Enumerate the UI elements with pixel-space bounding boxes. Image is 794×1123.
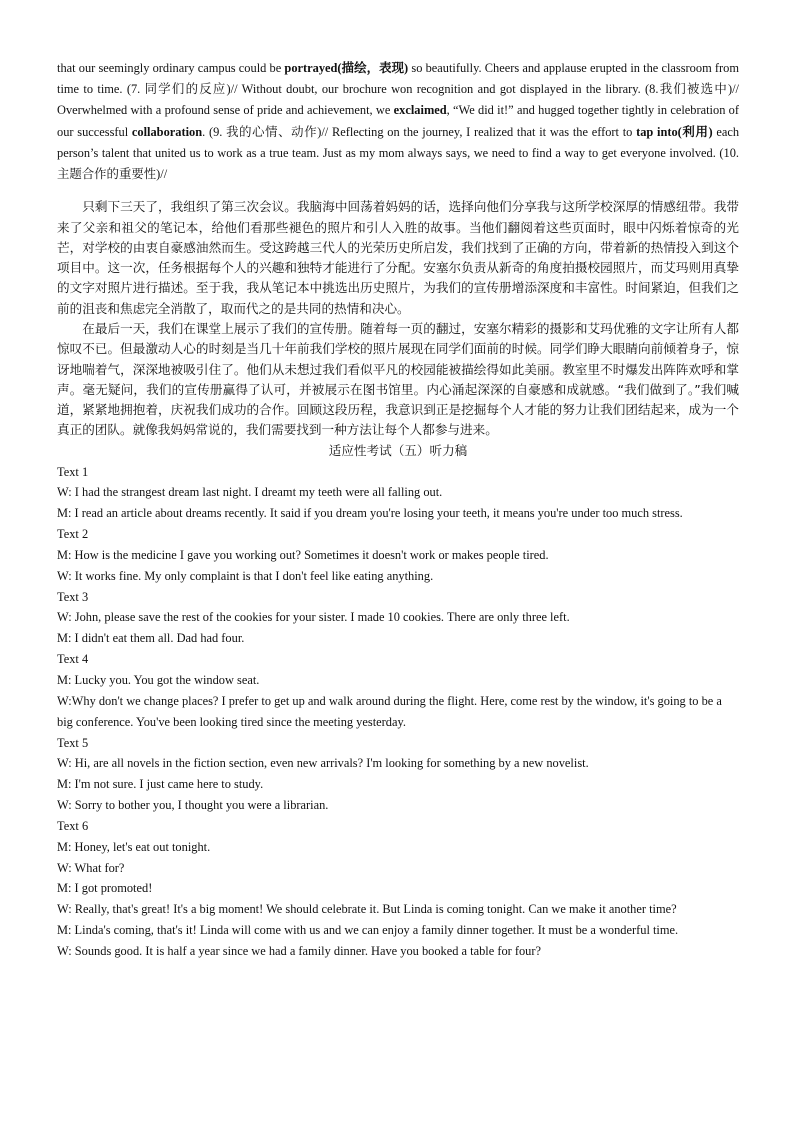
dialogue-line: W: Hi, are all novels in the fiction section, even new arrivals? I'm looking for something by a new novelist. — [57, 756, 589, 771]
passage-text: each person’s talent that united us to work as a true team. Just as my mom always says, we need to find a way to get everyone involved. (10. 主题合作的重要性)// — [57, 124, 740, 182]
passage-text: , “We did it!” and hugged together tightly in celebration of our successful — [57, 103, 739, 139]
dialogue-line: W: I had the strangest dream last night. I dreamt my teeth were all falling out. — [57, 485, 443, 500]
document-page — [57, 58, 739, 962]
listening-transcript — [57, 462, 739, 962]
passage-text: . (9. 我的心情、动作)// Reflecting on the journey, I realized that it was the effort to — [202, 124, 637, 139]
bold-term: portrayed(描绘，表现) — [284, 61, 409, 75]
dialogue-line: M: I read an article about dreams recently. It said if you dream you're losing your teeth, it means you're under too much stress. — [57, 506, 683, 521]
text-heading: Text 1 — [57, 464, 89, 479]
transcript-title: 适应性考试（五）听力稿 — [328, 442, 468, 458]
dialogue-line: M: How is the medicine I gave you working out? Sometimes it doesn't work or makes people tired. — [57, 547, 549, 562]
dialogue-line: W: Sounds good. It is half a year since we had a family dinner. Have you booked a table for four? — [57, 943, 542, 958]
dialogue-line: W: John, please save the rest of the cookies for your sister. I made 10 cookies. There are only three left. — [57, 610, 570, 625]
text-heading: Text 2 — [57, 527, 89, 542]
dialogue-line: M: I'm not sure. I just came here to study. — [57, 777, 264, 792]
text-heading: Text 3 — [57, 589, 89, 604]
dialogue-line: M: I didn't eat them all. Dad had four. — [57, 631, 245, 646]
bold-term: tap into(利用) — [636, 124, 713, 139]
dialogue-line: W: Sorry to bother you, I thought you were a librarian. — [57, 798, 329, 813]
english-passage — [57, 58, 739, 185]
dialogue-line: M: I got promoted! — [57, 881, 153, 896]
dialogue-line: W: Really, that's great! It's a big moment! We should celebrate it. But Linda is coming tonight. Can we make it another time? — [57, 902, 677, 917]
passage-text: so beautifully. Cheers and applause erupted in the classroom from time to time. (7. 同学们的反应)// Without doubt, our brochure won recognition and got displayed in the library. (8.我们被选中)// Overwhelmed with a profound sense of pride and achievement, we — [57, 61, 739, 118]
dialogue-line: M: Lucky you. You got the window seat. — [57, 673, 260, 688]
bold-term: exclaimed — [393, 103, 447, 118]
chinese-paragraph-1: 只剩下三天了，我组织了第三次会议。我脑海中回荡着妈妈的话，选择向他们分享我与这所学校深厚的情感纽带。我带来了父亲和祖父的笔记本，给他们看那些褪色的照片和引人入胜的故事。当他们翻阅着这些页面时，眼中闪烁着惊奇的光芒，对学校的由衷自豪感油然而生。受这跨越三代人的光荣历史所启发，我们找到了正确的方向，带着新的热情投入到这个项目中。这一次，任务根据每个人的兴趣和独特才能进行了分配。安塞尔负责从新奇的角度拍摄校园照片，而艾玛则用真挚的文字对照片进行描述。至于我，我从笔记本中挑选出历史照片，为我们的宣传册增添深度和丰富性。时间紧迫，但我们之前的沮丧和焦虑完全消散了，取而代之的是共同的热情和决心。 — [57, 199, 739, 316]
dialogue-line: M: Honey, let's eat out tonight. — [57, 839, 211, 854]
dialogue-line: W: It works fine. My only complaint is that I don't feel like eating anything. — [57, 568, 434, 583]
text-heading: Text 4 — [57, 652, 89, 667]
dialogue-line: W: What for? — [57, 860, 125, 875]
bold-term: collaboration — [131, 124, 203, 139]
text-heading: Text 5 — [57, 735, 89, 750]
dialogue-line: W:Why don't we change places? I prefer to get up and walk around during the flight. Here, come rest by the window, it's going to be a big conference. You've been looking tired since the meeting yesterday. — [57, 693, 722, 729]
chinese-paragraph-2: 在最后一天，我们在课堂上展示了我们的宣传册。随着每一页的翻过，安塞尔精彩的摄影和艾玛优雅的文字让所有人都惊叹不已。但最激动人心的时刻是当几十年前我们学校的照片展现在同学们面前的时候。同学们睁大眼睛向前倾着身子，惊讶地喘着气，深深地被吸引住了。他们从未想过我们看似平凡的校园能被描绘得如此美丽。教室里不时爆发出阵阵欢呼和掌声。毫无疑问，我们的宣传册赢得了认可，并被展示在图书馆里。内心涌起深深的自豪感和成就感。“我们做到了。”我们喊道，紧紧地拥抱着，庆祝我们成功的合作。回顾这段历程，我意识到正是挖掘每个人才能的努力让我们团结起来，成为一个真正的团队。就像我妈妈常说的，我们需要找到一种方法让每个人都参与进来。 — [57, 321, 739, 438]
passage-text: that our seemingly ordinary campus could be — [57, 61, 285, 75]
dialogue-line: M: Linda's coming, that's it! Linda will come with us and we can enjoy a family dinner together. It must be a wonderful time. — [57, 923, 679, 938]
text-heading: Text 6 — [57, 818, 89, 833]
